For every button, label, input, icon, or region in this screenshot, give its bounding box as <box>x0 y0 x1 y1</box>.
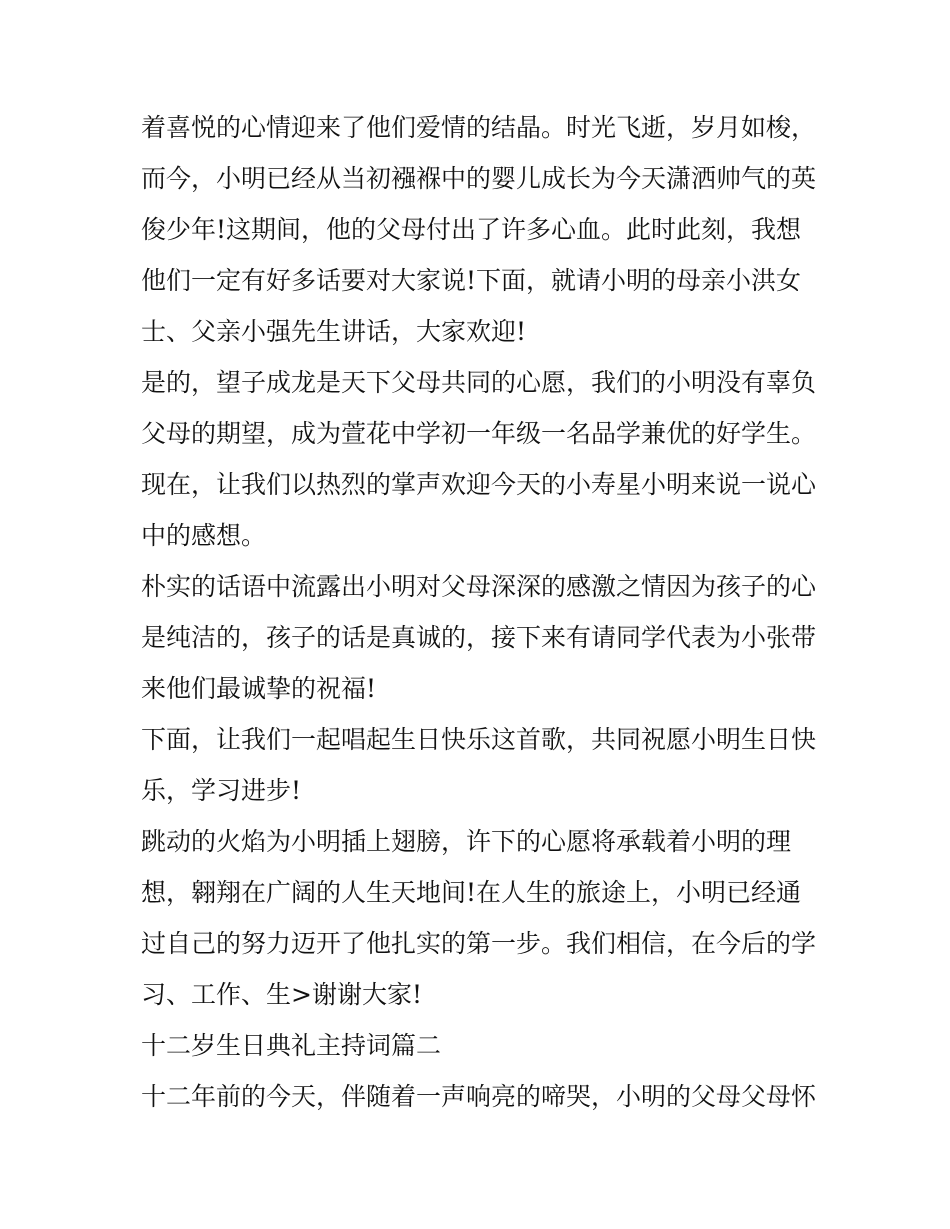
text-line: 着喜悦的心情迎来了他们爱情的结晶。时光飞逝，岁月如梭， <box>141 113 817 142</box>
text-line: 是纯洁的，孩子的话是真诚的，接下来有请同学代表为小张带 <box>141 623 817 652</box>
text-line: 他们一定有好多话要对大家说!下面，就请小明的母亲小洪女 <box>141 266 802 295</box>
text-line: 来他们最诚挚的祝福! <box>141 674 377 703</box>
text-line: 十二年前的今天，伴随着一声响亮的啼哭，小明的父母父母怀 <box>141 1082 817 1111</box>
section-heading: 十二岁生日典礼主持词篇二 <box>141 1031 442 1060</box>
text-line: 下面，让我们一起唱起生日快乐这首歌，共同祝愿小明生日快 <box>141 725 817 754</box>
text-line: 父母的期望，成为萱花中学初一年级一名品学兼优的好学生。 <box>141 419 817 448</box>
text-line: 过自己的努力迈开了他扎实的第一步。我们相信，在今后的学 <box>141 929 817 958</box>
text-line: 朴实的话语中流露出小明对父母深深的感激之情因为孩子的心 <box>141 572 817 601</box>
document-body <box>141 102 821 1122</box>
text-line: 现在，让我们以热烈的掌声欢迎今天的小寿星小明来说一说心 <box>141 470 817 499</box>
text-line: 而今，小明已经从当初襁褓中的婴儿成长为今天潇洒帅气的英 <box>141 164 817 193</box>
text-line: 乐，学习进步! <box>141 776 302 805</box>
text-line: 俊少年!这期间，他的父母付出了许多心血。此时此刻，我想 <box>141 215 802 244</box>
text-line: 中的感想。 <box>141 521 267 550</box>
text-line: 跳动的火焰为小明插上翅膀，许下的心愿将承载着小明的理 <box>141 827 792 856</box>
text-line: 习、工作、生>谢谢大家! <box>141 980 422 1009</box>
text-line: 士、父亲小强先生讲话，大家欢迎! <box>141 317 527 346</box>
text-line: 想，翱翔在广阔的人生天地间!在人生的旅途上，小明已经通 <box>141 878 802 907</box>
text-line: 是的，望子成龙是天下父母共同的心愿，我们的小明没有辜负 <box>141 368 817 397</box>
